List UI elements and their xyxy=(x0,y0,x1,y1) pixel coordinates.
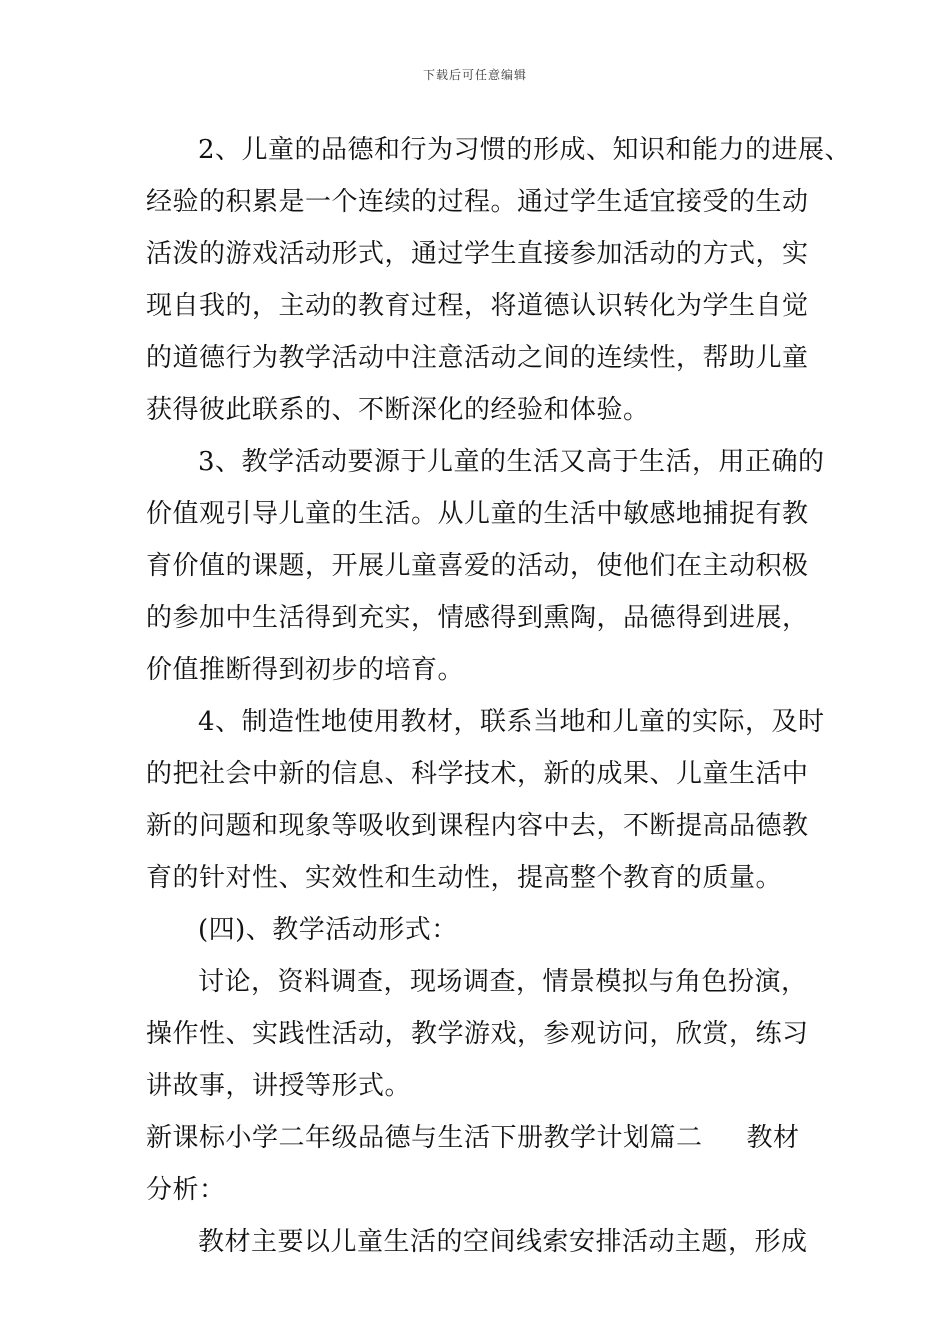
paragraph-4-line: 新的问题和现象等吸收到课程内容中去，不断提高品德教 xyxy=(146,811,809,841)
paragraph-3-line: 价值推断得到初步的培育。 xyxy=(146,655,465,685)
section-heading: (四)、教学活动形式： xyxy=(198,915,458,945)
paragraph-4-line: 育的针对性、实效性和生动性，提高整个教育的质量。 xyxy=(146,863,783,893)
subheading-analysis: 分析： xyxy=(146,1175,226,1205)
paragraph-2-line: 现自我的，主动的教育过程，将道德认识转化为学生自觉 xyxy=(146,291,809,321)
paragraph-2-line: 活泼的游戏活动形式，通过学生直接参加活动的方式，实 xyxy=(146,239,809,269)
paragraph-3-line: 育价值的课题，开展儿童喜爱的活动，使他们在主动积极 xyxy=(146,551,809,581)
paragraph-4-line: 4、制造性地使用教材，联系当地和儿童的实际，及时 xyxy=(198,707,825,737)
subheading-materials: 教材 xyxy=(746,1123,800,1153)
paragraph-3-line: 价值观引导儿童的生活。从儿童的生活中敏感地捕捉有教 xyxy=(146,499,809,529)
paragraph-2-line: 获得彼此联系的、不断深化的经验和体验。 xyxy=(146,395,650,425)
paragraph-2-line: 的道德行为教学活动中注意活动之间的连续性，帮助儿童 xyxy=(146,343,809,373)
page-header: 下载后可任意编辑 xyxy=(422,68,527,82)
article-title-line xyxy=(146,1112,812,1164)
paragraph-2-line: 经验的积累是一个连续的过程。通过学生适宜接受的生动 xyxy=(146,187,809,217)
activity-forms-line: 讲故事，讲授等形式。 xyxy=(146,1071,412,1101)
document-body xyxy=(146,124,852,1268)
article-title: 新课标小学二年级品德与生活下册教学计划篇二 xyxy=(146,1123,703,1153)
paragraph-3-line: 的参加中生活得到充实，情感得到熏陶，品德得到进展， xyxy=(146,603,809,633)
paragraph-3-line: 3、教学活动要源于儿童的生活又高于生活，用正确的 xyxy=(198,447,825,477)
paragraph-4-line: 的把社会中新的信息、科学技术，新的成果、儿童生活中 xyxy=(146,759,809,789)
activity-forms-line: 讨论，资料调查，现场调查，情景模拟与角色扮演， xyxy=(198,967,808,997)
activity-forms-line: 操作性、实践性活动，教学游戏，参观访问，欣赏，练习 xyxy=(146,1019,809,1049)
paragraph-2-line: 2、儿童的品德和行为习惯的形成、知识和能力的进展、 xyxy=(198,135,852,165)
analysis-paragraph-line: 教材主要以儿童生活的空间线索安排活动主题，形成 xyxy=(198,1227,808,1257)
